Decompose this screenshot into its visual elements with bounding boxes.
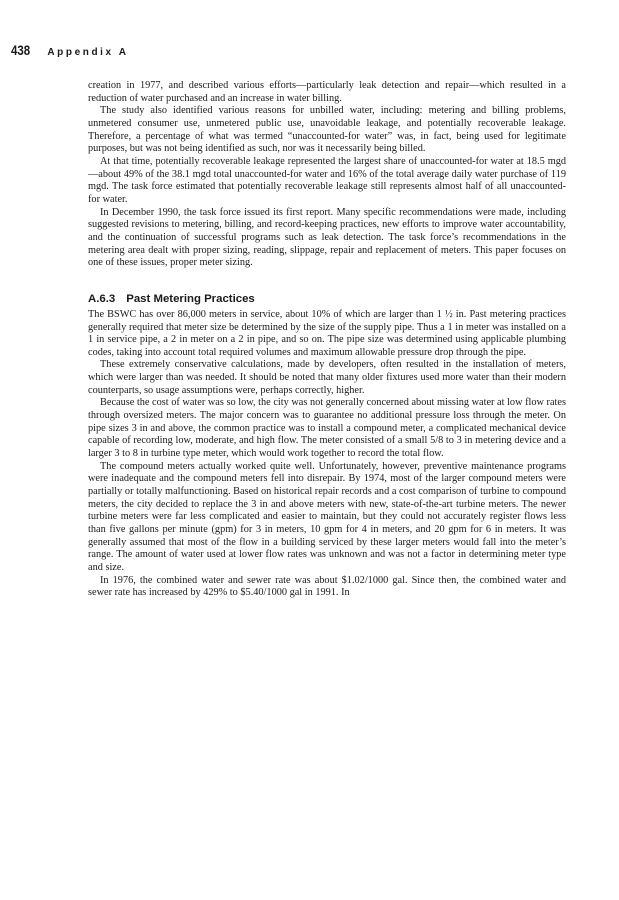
- paragraph: At that time, potentially recoverable leakage represented the largest share of unaccounted-for water at 18.5 mgd—about 49% of the 38.1 mgd total unaccounted-for water and 16% of the total average daily water purchase of 119 mgd. The task force estimated that potentially recoverable leakage still represents almost half of all unaccounted-for water.: [88, 155, 566, 205]
- page-header: [11, 42, 129, 58]
- paragraph: The compound meters actually worked quite well. Unfortunately, however, preventive maintenance programs were inadequate and the compound meters fell into disrepair. By 1974, most of the larger compound meters were partially or totally malfunctioning. Based on historical repair records and a cost comparison of turbine to compound meters, the city decided to replace the 3 in and above meters with new, state-of-the-art turbine meters. The newer turbine meters were far less complicated and easier to maintain, but they could not accurately register flows less than five gallons per minute (gpm) for 3 in meters, 10 gpm for 4 in meters, and 20 gpm for 6 in meters. It was generally assumed that most of the flow in a building serviced by these larger meters would fall into the meter’s range. The amount of water used at lower flow rates was unknown and was not a factor in determining meter type and size.: [88, 460, 566, 573]
- body-text: [88, 80, 566, 600]
- paragraph: Because the cost of water was so low, the city was not generally concerned about missing water at low flow rates through oversized meters. The major concern was to guarantee no additional pressure loss through the meter. On pipe sizes 3 in and above, the common practice was to install a compound meter, a complicated mechanical device capable of recording low, moderate, and high flow. The meter consisted of a small 5/8 to 3 in metering device and a larger 3 to 8 in turbine type meter, which would work together to record the total flow.: [88, 397, 566, 460]
- page-number: 438: [11, 42, 31, 58]
- paragraph: The study also identified various reasons for unbilled water, including: metering and billing problems, unmetered consumer use, unmetered public use, unavoidable leakage, and potentially recoverable leakage. Therefore, a percentage of what was termed “unaccounted-for water” was, in fact, being used for legitimate purposes, but was not being identified as such, nor was it necessarily being billed.: [88, 105, 566, 155]
- paragraph: In 1976, the combined water and sewer rate was about $1.02/1000 gal. Since then, the combined water and sewer rate has increased by 429% to $5.40/1000 gal in 1991. In: [88, 574, 566, 599]
- section-number: A.6.3: [88, 292, 116, 305]
- paragraph: creation in 1977, and described various efforts—particularly leak detection and repair—which resulted in a reduction of water purchased and an increase in water billing.: [88, 80, 566, 104]
- paragraph: These extremely conservative calculations, made by developers, often resulted in the installation of meters, which were larger than was needed. It should be noted that many older fixtures used more water than their modern counterparts, so usage assumptions were, perhaps correctly, higher.: [88, 359, 566, 396]
- paragraph: The BSWC has over 86,000 meters in service, about 10% of which are larger than 1 ½ in. Past metering practices generally required that meter size be determined by the size of the supply pipe. Thus a 1 in meter was installed on a 1 in service pipe, a 2 in meter on a 2 in pipe, and so on. The pipe size was determined using applicable plumbing codes, taking into account total required volumes and maximum allowable pressure drop through the pipe.: [88, 308, 566, 358]
- running-head: Appendix A: [47, 47, 129, 58]
- paragraph: In December 1990, the task force issued its first report. Many specific recommendations were made, including suggested revisions to metering, billing, and record-keeping practices, new efforts to improve water accountability, and the continuation of successful programs such as leak detection. The task force’s recommendations in the metering area dealt with proper sizing, reading, slippage, repair and replacement of meters. This paper focuses on one of these issues, proper meter sizing.: [88, 206, 566, 269]
- section-title: Past Metering Practices: [126, 292, 255, 305]
- section-heading: [88, 292, 566, 306]
